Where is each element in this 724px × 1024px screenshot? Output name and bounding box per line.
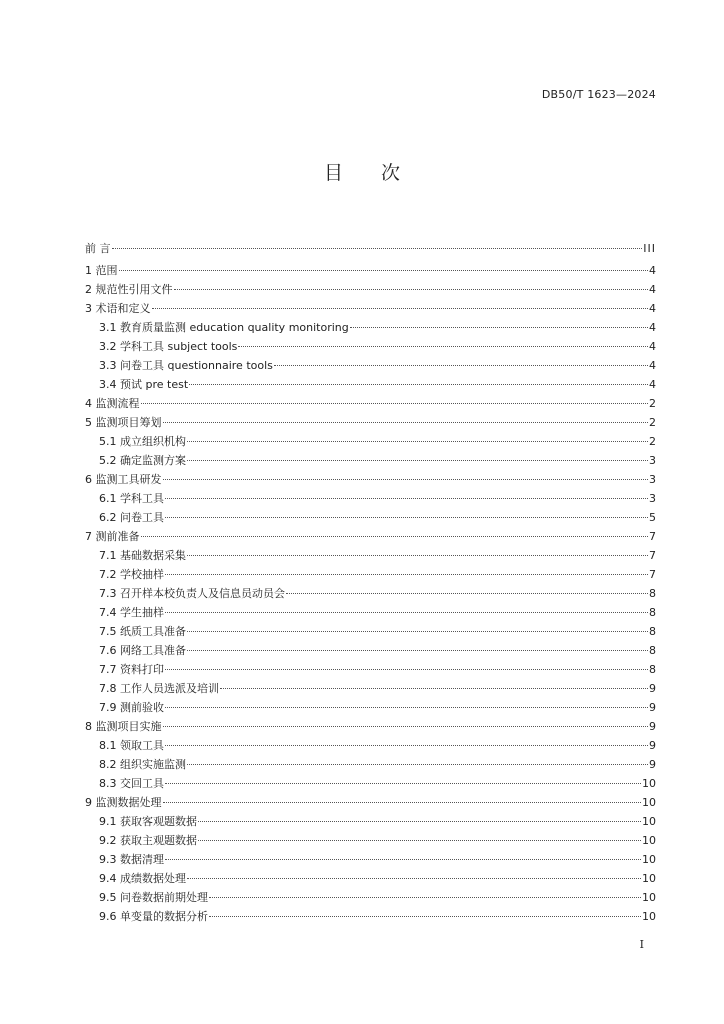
toc-leader-dots: [187, 441, 648, 442]
toc-leader-dots: [152, 308, 649, 309]
toc-leader-dots: [187, 460, 648, 461]
toc-entry-label: 5.1 成立组织机构: [99, 435, 186, 448]
toc-entry[interactable]: [85, 756, 656, 775]
toc-title-char-2: 次: [381, 162, 401, 184]
toc-entry-label: 2 规范性引用文件: [85, 283, 173, 296]
toc-leader-dots: [165, 783, 641, 784]
toc-leader-dots: [187, 764, 648, 765]
toc-entry[interactable]: [85, 680, 656, 699]
toc-entry-page: 9: [649, 682, 656, 695]
toc-entry[interactable]: [85, 851, 656, 870]
toc-entry-label: 3.4 预试 pre test: [99, 378, 189, 391]
toc-leader-dots: [198, 821, 641, 822]
toc-leader-dots: [141, 536, 649, 537]
toc-leader-dots: [187, 631, 648, 632]
toc-entry-page: 9: [649, 739, 656, 752]
page-number: I: [639, 938, 644, 951]
toc-entry-label: 3 术语和定义: [85, 302, 151, 315]
toc-entry[interactable]: [85, 471, 656, 490]
toc-entry-label: 6.2 问卷工具: [99, 511, 164, 524]
toc-entry[interactable]: [85, 585, 656, 604]
toc-entry-page: 2: [649, 416, 656, 429]
toc-entry-page: 4: [649, 264, 656, 277]
toc-entry[interactable]: [85, 642, 656, 661]
table-of-contents: [85, 240, 656, 927]
toc-entry-page: 8: [649, 644, 656, 657]
toc-entry-label: 8.2 组织实施监测: [99, 758, 186, 771]
toc-entry-label: 3.2 学科工具 subject tools: [99, 340, 238, 353]
toc-entry-page: 4: [649, 302, 656, 315]
toc-entry[interactable]: [85, 433, 656, 452]
toc-entry-label: 8.3 交回工具: [99, 777, 164, 790]
toc-title: [0, 158, 724, 185]
toc-entry-label: 9.1 获取客观题数据: [99, 815, 197, 828]
toc-entry-page: 4: [649, 359, 656, 372]
toc-entry-label: 7.6 网络工具准备: [99, 644, 186, 657]
toc-title-char-1: 目: [323, 162, 343, 184]
toc-entry-label: 8.1 领取工具: [99, 739, 164, 752]
toc-leader-dots: [350, 327, 648, 328]
toc-leader-dots: [165, 669, 648, 670]
toc-entry-label: 5.2 确定监测方案: [99, 454, 186, 467]
toc-entry-label: 6.1 学科工具: [99, 492, 164, 505]
toc-leader-dots: [163, 726, 649, 727]
toc-leader-dots: [141, 403, 649, 404]
toc-entry[interactable]: [85, 414, 656, 433]
toc-entry-page: 4: [649, 321, 656, 334]
toc-entry-page: 8: [649, 606, 656, 619]
toc-leader-dots: [209, 897, 641, 898]
toc-entry[interactable]: [85, 889, 656, 908]
document-code: DB50/T 1623—2024: [541, 88, 656, 101]
toc-entry-label: 9.5 问卷数据前期处理: [99, 891, 208, 904]
toc-entry-page: 9: [649, 758, 656, 771]
toc-entry[interactable]: [85, 376, 656, 395]
toc-entry[interactable]: [85, 357, 656, 376]
toc-leader-dots: [165, 574, 648, 575]
toc-entry[interactable]: [85, 718, 656, 737]
toc-leader-dots: [198, 840, 641, 841]
toc-entry-label: 3.3 问卷工具 questionnaire tools: [99, 359, 273, 372]
toc-leader-dots: [165, 745, 648, 746]
toc-entry[interactable]: [85, 870, 656, 889]
toc-entry-page: 3: [649, 492, 656, 505]
toc-entry-label: 7.9 测前验收: [99, 701, 164, 714]
toc-entry-label: 9.2 获取主观题数据: [99, 834, 197, 847]
toc-entry[interactable]: [85, 528, 656, 547]
toc-entry-page: 4: [649, 340, 656, 353]
toc-entry-page: 10: [642, 796, 656, 809]
toc-leader-dots: [163, 422, 649, 423]
toc-entry-page: 8: [649, 625, 656, 638]
toc-entry[interactable]: [85, 338, 656, 357]
toc-leader-dots: [187, 650, 648, 651]
toc-entry[interactable]: [85, 604, 656, 623]
toc-entry[interactable]: [85, 319, 656, 338]
toc-entry[interactable]: [85, 794, 656, 813]
toc-entry[interactable]: [85, 281, 656, 300]
toc-entry-page: 5: [649, 511, 656, 524]
toc-entry-label: 7.8 工作人员选派及培训: [99, 682, 219, 695]
toc-entry[interactable]: [85, 509, 656, 528]
toc-entry-page: III: [643, 242, 656, 255]
toc-entry-label: 7.5 纸质工具准备: [99, 625, 186, 638]
toc-entry-page: 10: [642, 815, 656, 828]
toc-entry[interactable]: [85, 699, 656, 718]
toc-entry-label: 7 测前准备: [85, 530, 140, 543]
toc-entry-page: 4: [649, 283, 656, 296]
toc-entry-label: 1 范围: [85, 264, 118, 277]
toc-leader-dots: [209, 916, 641, 917]
toc-entry-page: 9: [649, 720, 656, 733]
toc-entry-page: 10: [642, 853, 656, 866]
toc-entry-label: 前 言: [85, 242, 111, 255]
toc-leader-dots: [163, 802, 642, 803]
toc-leader-dots: [187, 555, 648, 556]
toc-entry-label: 5 监测项目筹划: [85, 416, 162, 429]
toc-entry-page: 3: [649, 454, 656, 467]
toc-entry[interactable]: [85, 262, 656, 281]
toc-entry-page: 4: [649, 378, 656, 391]
toc-leader-dots: [165, 517, 648, 518]
toc-entry[interactable]: [85, 775, 656, 794]
toc-leader-dots: [112, 248, 643, 249]
toc-entry-page: 3: [649, 473, 656, 486]
toc-leader-dots: [165, 859, 641, 860]
toc-entry[interactable]: [85, 908, 656, 927]
toc-entry-label: 6 监测工具研发: [85, 473, 162, 486]
toc-leader-dots: [163, 479, 649, 480]
toc-entry[interactable]: [85, 490, 656, 509]
toc-leader-dots: [238, 346, 648, 347]
toc-leader-dots: [189, 384, 648, 385]
toc-entry[interactable]: [85, 832, 656, 851]
toc-entry[interactable]: [85, 661, 656, 680]
toc-entry[interactable]: [85, 566, 656, 585]
toc-entry[interactable]: [85, 395, 656, 414]
toc-entry[interactable]: [85, 300, 656, 319]
toc-entry-page: 10: [642, 891, 656, 904]
toc-entry-label: 3.1 教育质量监测 education quality monitoring: [99, 321, 349, 334]
toc-entry-page: 7: [649, 568, 656, 581]
toc-entry[interactable]: [85, 547, 656, 566]
toc-entry-label: 7.1 基础数据采集: [99, 549, 186, 562]
toc-entry-page: 7: [649, 549, 656, 562]
toc-entry[interactable]: [85, 813, 656, 832]
toc-entry-label: 9.4 成绩数据处理: [99, 872, 186, 885]
toc-leader-dots: [220, 688, 648, 689]
toc-entry-label: 9 监测数据处理: [85, 796, 162, 809]
toc-leader-dots: [174, 289, 649, 290]
toc-leader-dots: [119, 270, 649, 271]
toc-entry-label: 7.4 学生抽样: [99, 606, 164, 619]
toc-entry-label: 7.7 资料打印: [99, 663, 164, 676]
toc-leader-dots: [286, 593, 648, 594]
toc-entry-label: 8 监测项目实施: [85, 720, 162, 733]
toc-entry-page: 8: [649, 663, 656, 676]
toc-entry-page: 2: [649, 397, 656, 410]
toc-entry-page: 7: [649, 530, 656, 543]
toc-entry-page: 8: [649, 587, 656, 600]
toc-leader-dots: [187, 878, 641, 879]
toc-entry-label: 7.2 学校抽样: [99, 568, 164, 581]
toc-leader-dots: [165, 498, 648, 499]
toc-entry-page: 10: [642, 872, 656, 885]
toc-entry-page: 9: [649, 701, 656, 714]
toc-entry-page: 10: [642, 777, 656, 790]
toc-entry-page: 10: [642, 910, 656, 923]
toc-entry-page: 2: [649, 435, 656, 448]
toc-entry-label: 7.3 召开样本校负责人及信息员动员会: [99, 587, 285, 600]
toc-entry[interactable]: [85, 623, 656, 642]
toc-leader-dots: [165, 707, 648, 708]
toc-entry-label: 4 监测流程: [85, 397, 140, 410]
toc-entry-label: 9.3 数据清理: [99, 853, 164, 866]
toc-entry-label: 9.6 单变量的数据分析: [99, 910, 208, 923]
toc-entry-page: 10: [642, 834, 656, 847]
toc-entry[interactable]: [85, 240, 656, 262]
toc-entry[interactable]: [85, 737, 656, 756]
toc-leader-dots: [274, 365, 648, 366]
toc-entry[interactable]: [85, 452, 656, 471]
toc-leader-dots: [165, 612, 648, 613]
